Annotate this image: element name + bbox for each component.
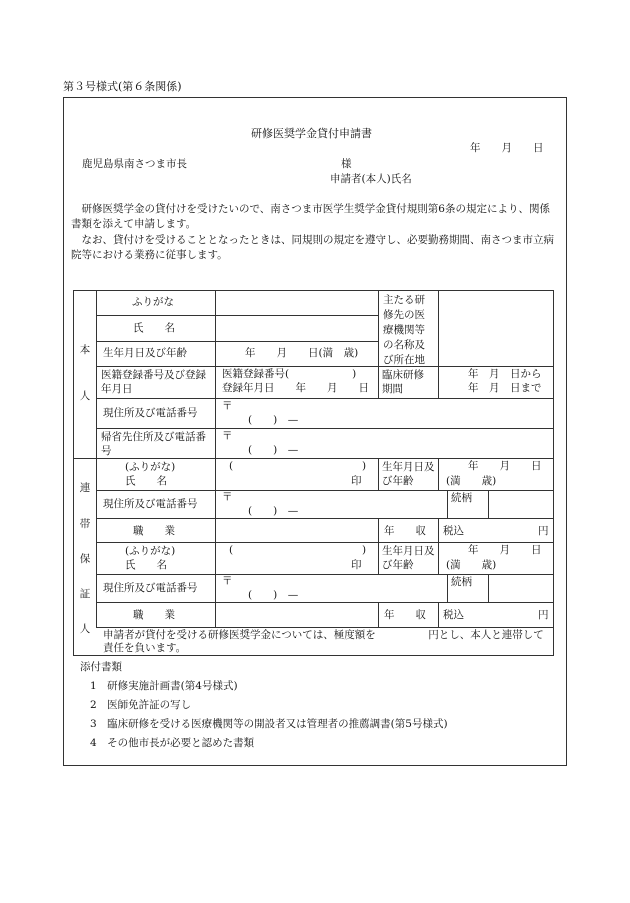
guarantor1-tax-included: 税込 — [443, 525, 464, 537]
honin-label-char-1: 本 — [79, 344, 91, 356]
honin-address-phone-label: 現住所及び電話番号 — [103, 407, 198, 419]
attachment-item: 2 医師免許証の写し — [90, 699, 192, 711]
honin-name-label: 氏 名 — [133, 322, 175, 334]
intro-paragraph-2: なお、貸付けを受けることとなったときは、同規則の規定を遵守し、必要勤務期間、南さつま市立病院等における業務に従事します。 — [71, 234, 554, 261]
guarantor2-yen: 円 — [538, 609, 549, 621]
guarantor1-postal-mark: 〒 — [222, 491, 233, 503]
guarantor2-date-value: 年 月 日 — [468, 544, 542, 556]
guarantor-statement: 申請者が貸付を受ける研修医奨学金については、極度額を 円とし、本人と連帯して責任を負います。 — [103, 629, 544, 654]
guarantor1-paren-close: ) — [362, 460, 367, 472]
guarantor1-date-value: 年 月 日 — [468, 460, 542, 472]
guarantor1-phone-format: ( ) — — [248, 505, 299, 517]
guarantor2-occupation-label: 職 業 — [133, 609, 175, 621]
training-period-label: 臨床研修期間 — [382, 369, 424, 395]
honorific: 様 — [341, 158, 352, 170]
guarantor-label-char-4: 証 — [79, 588, 91, 600]
applicant-name-label: 申請者(本人)氏名 — [330, 173, 412, 185]
guarantor1-age-value: (満 歳) — [446, 475, 497, 487]
guarantor-label-char-1: 連 — [79, 482, 91, 494]
guarantor1-occupation-label: 職 業 — [133, 525, 175, 537]
guarantor2-tax-included: 税込 — [443, 609, 464, 621]
honin-return-address-label: 帰省先住所及び電話番号 — [101, 431, 206, 457]
guarantor2-income-label: 年 収 — [384, 609, 426, 621]
guarantor2-address-phone-label: 現住所及び電話番号 — [103, 582, 198, 594]
honin-postal-mark: 〒 — [222, 400, 233, 412]
guarantor1-income-label: 年 収 — [384, 525, 426, 537]
guarantor2-paren-open: ( — [229, 544, 234, 556]
form-number: 第３号様式(第６条関係) — [63, 80, 182, 93]
form-title: 研修医奨学金貸付申請書 — [251, 127, 372, 140]
honin-med-reg-date: 登録年月日 年 月 日 — [222, 382, 369, 394]
guarantor1-birth-age-label: 生年月日及び年齢 — [382, 461, 435, 487]
guarantor1-address-phone-label: 現住所及び電話番号 — [103, 498, 198, 510]
guarantor1-relation-label: 続柄 — [451, 492, 472, 504]
guarantor2-age-value: (満 歳) — [446, 559, 497, 571]
guarantor-label-char-5: 人 — [79, 623, 91, 635]
guarantor1-furigana-name-label: (ふりがな) 氏 名 — [125, 461, 176, 487]
period-from: 年 月 日から — [468, 368, 542, 380]
period-to: 年 月 日まで — [468, 382, 542, 394]
attachment-item: 4 その他市長が必要と認めた書類 — [90, 737, 255, 749]
guarantor2-postal-mark: 〒 — [222, 575, 233, 587]
guarantor1-seal: 印 — [351, 475, 362, 487]
guarantor2-seal: 印 — [351, 559, 362, 571]
attachments-heading: 添付書類 — [80, 661, 122, 673]
guarantor1-yen: 円 — [538, 525, 549, 537]
honin-institution-label: 主たる研修先の医療機関等の名称及び所在地 — [383, 294, 425, 366]
attachment-item: 1 研修実施計画書(第4号様式) — [90, 680, 238, 692]
guarantor2-phone-format: ( ) — — [248, 589, 299, 601]
honin-furigana-label: ふりがな — [132, 296, 174, 308]
honin-med-reg-number: 医籍登録番号( ) — [222, 368, 357, 380]
guarantor2-birth-age-label: 生年月日及び年齢 — [382, 545, 435, 571]
guarantor1-paren-open: ( — [229, 460, 234, 472]
return-phone-format: ( ) — — [248, 444, 299, 456]
guarantor2-paren-close: ) — [362, 544, 367, 556]
honin-birth-age-value: 年 月 日(満 歳) — [245, 347, 359, 359]
return-postal-mark: 〒 — [222, 430, 233, 442]
honin-label-char-2: 人 — [79, 390, 91, 402]
guarantor2-relation-label: 続柄 — [451, 576, 472, 588]
guarantor2-furigana-name-label: (ふりがな) 氏 名 — [125, 545, 176, 571]
addressee: 鹿児島県南さつま市長 — [82, 158, 187, 170]
date-label: 年 月 日 — [470, 142, 544, 154]
honin-phone-format: ( ) — — [248, 414, 299, 426]
guarantor-label-char-2: 帯 — [79, 518, 91, 530]
attachment-item: 3 臨床研修を受ける医療機関等の開設者又は管理者の推薦調書(第5号様式) — [90, 718, 448, 730]
intro-paragraph-1: 研修医奨学金の貸付けを受けたいので、南さつま市医学生奨学金貸付規則第6条の規定により、関係書類を添えて申請します。 — [71, 203, 550, 230]
honin-birth-age-label: 生年月日及び年齢 — [103, 347, 187, 359]
guarantor-label-char-3: 保 — [79, 553, 91, 565]
honin-med-reg-label: 医籍登録番号及び登録年月日 — [101, 369, 206, 395]
